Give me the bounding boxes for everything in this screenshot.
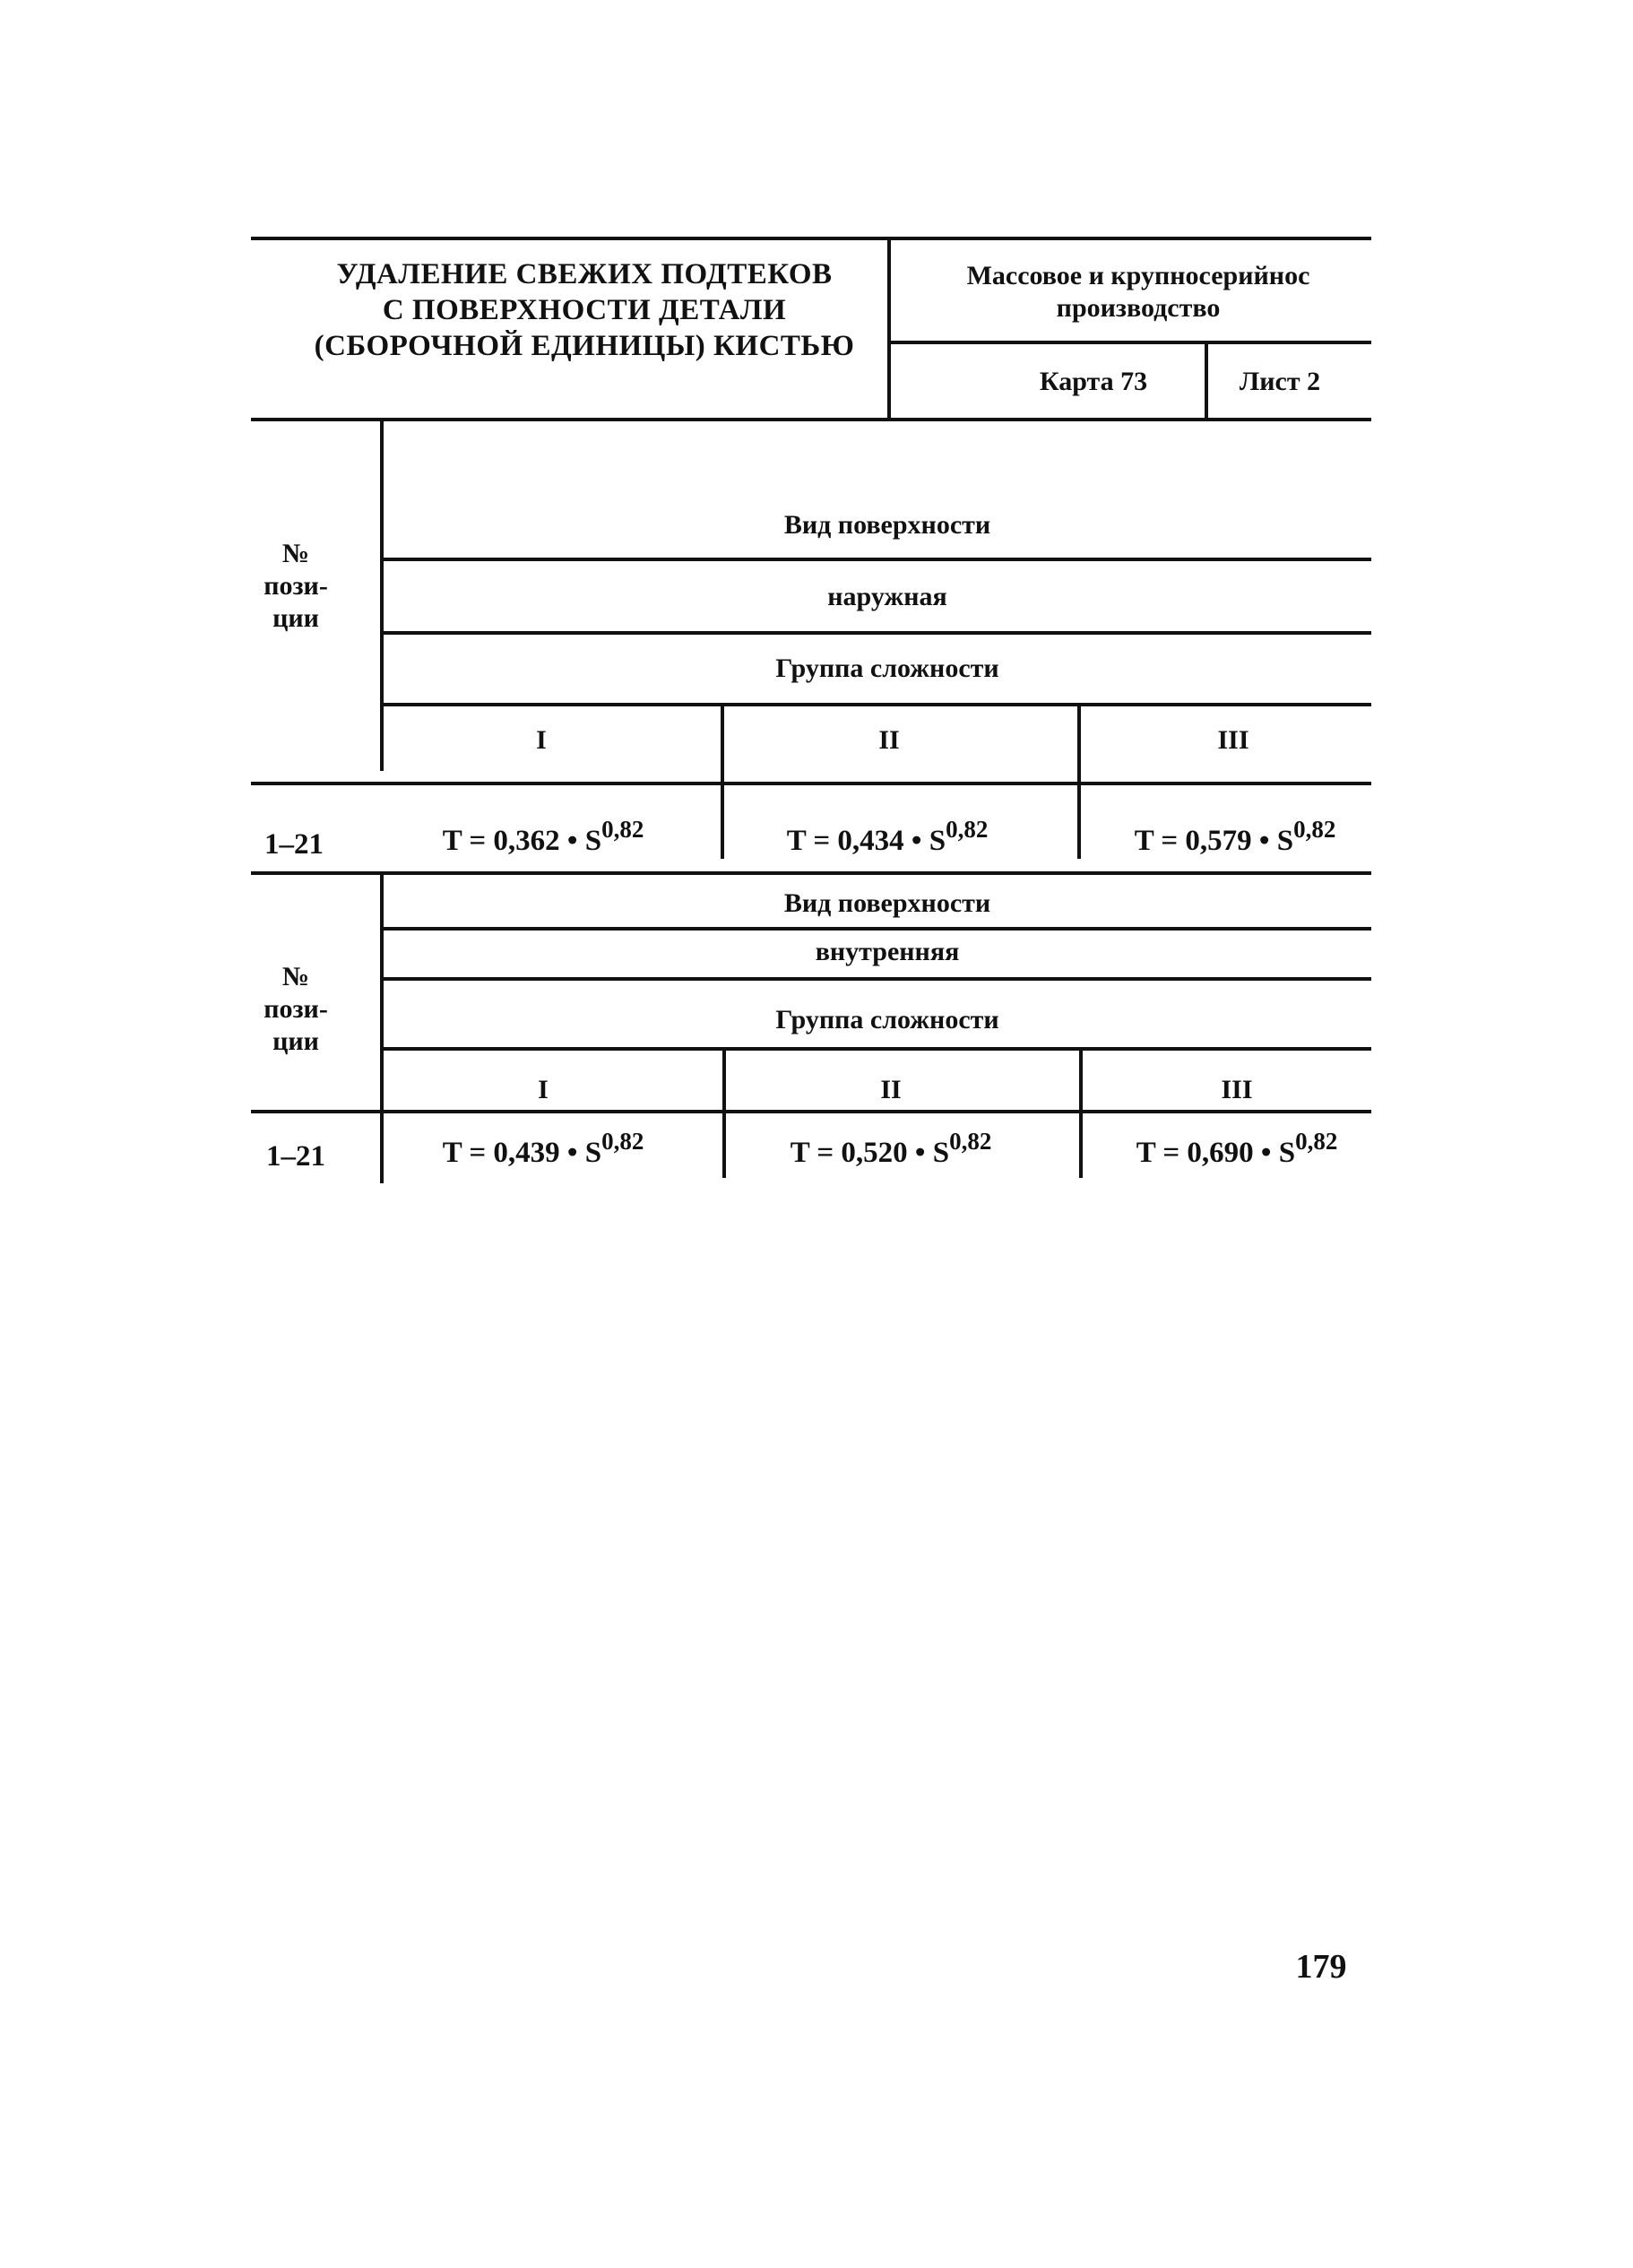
t2-formula-II (790, 1128, 992, 1171)
formula-exponent: 0,82 (1293, 816, 1336, 843)
card-number: Карта 73 (1039, 367, 1148, 396)
t1-row-positions: 1–21 (264, 828, 324, 861)
formula-exponent: 0,82 (601, 1128, 644, 1155)
t1-position-header (264, 538, 328, 635)
t1-group-I: I (536, 725, 547, 755)
t1-rule-2 (380, 631, 1371, 635)
t1-rule-1 (380, 558, 1371, 561)
formula-base: T = 0,690 • S (1136, 1137, 1296, 1169)
t2-complexity-label: Группа сложности (775, 1005, 999, 1034)
formula-exponent: 0,82 (949, 1128, 992, 1155)
t1-formula-II (786, 816, 989, 859)
t2-surface-type-label: Вид поверхности (783, 888, 991, 918)
t2-header-bottom-rule (251, 1110, 1371, 1113)
production-type (967, 260, 1310, 325)
production-line: Массовое и крупносерийнос (966, 261, 1310, 290)
formula-base: T = 0,362 • S (442, 825, 602, 857)
t1-formula-I (442, 816, 644, 859)
t1-complexity-label: Группа сложности (775, 654, 999, 683)
pos-header-line: пози- (264, 994, 328, 1024)
t2-group-II: II (880, 1075, 902, 1104)
t1-rule-3 (380, 703, 1371, 706)
header-inner-rule (887, 341, 1371, 344)
formula-exponent: 0,82 (1295, 1128, 1338, 1155)
t2-surface: внутренняя (815, 937, 960, 966)
t1-group-II: II (878, 725, 900, 755)
header-divider (887, 237, 891, 421)
pos-header-line: ции (272, 1026, 319, 1056)
pos-header-line: ции (272, 603, 319, 633)
t1-surface: наружная (827, 582, 947, 611)
t2-top-rule (251, 871, 1371, 875)
title-line: УДАЛЕНИЕ СВЕЖИХ ПОДТЕКОВ (336, 258, 833, 290)
sheet-number: Лист 2 (1239, 367, 1321, 396)
pos-header-line: № (281, 539, 310, 568)
t1-group-III: III (1217, 725, 1249, 755)
t1-col-rule-1 (721, 703, 724, 859)
pos-header-line: пози- (264, 571, 328, 601)
t2-rule-1 (380, 927, 1371, 931)
t1-col-rule-2 (1077, 703, 1081, 859)
header-bottom-rule (251, 418, 1371, 421)
pos-header-line: № (281, 962, 310, 991)
t2-position-col-rule (380, 871, 384, 1183)
header-top-rule (251, 237, 1371, 240)
t1-formula-III (1134, 816, 1336, 859)
formula-base: T = 0,439 • S (442, 1137, 602, 1169)
t2-row-positions: 1–21 (266, 1140, 325, 1173)
formula-exponent: 0,82 (601, 816, 644, 843)
formula-base: T = 0,520 • S (790, 1137, 950, 1169)
production-line: производство (1056, 293, 1221, 323)
formula-base: T = 0,579 • S (1134, 825, 1294, 857)
t2-formula-III (1136, 1128, 1338, 1171)
title-line: С ПОВЕРХНОСТИ ДЕТАЛИ (382, 294, 787, 326)
page-number: 179 (1295, 1948, 1347, 1986)
formula-base: T = 0,434 • S (786, 825, 946, 857)
t2-group-III: III (1221, 1075, 1253, 1104)
t2-position-header (264, 961, 328, 1058)
t1-surface-type-label: Вид поверхности (783, 510, 991, 540)
title-line: (СБОРОЧНОЙ ЕДИНИЦЫ) КИСТЬЮ (314, 330, 855, 362)
card-sheet-divider (1205, 341, 1208, 421)
t2-rule-3 (380, 1047, 1371, 1051)
t2-formula-I (442, 1128, 644, 1171)
document-title (315, 256, 855, 364)
t1-position-col-rule (380, 421, 384, 771)
t2-group-I: I (538, 1075, 549, 1104)
formula-exponent: 0,82 (946, 816, 989, 843)
t1-header-bottom-rule (251, 782, 1371, 785)
t2-rule-2 (380, 977, 1371, 981)
